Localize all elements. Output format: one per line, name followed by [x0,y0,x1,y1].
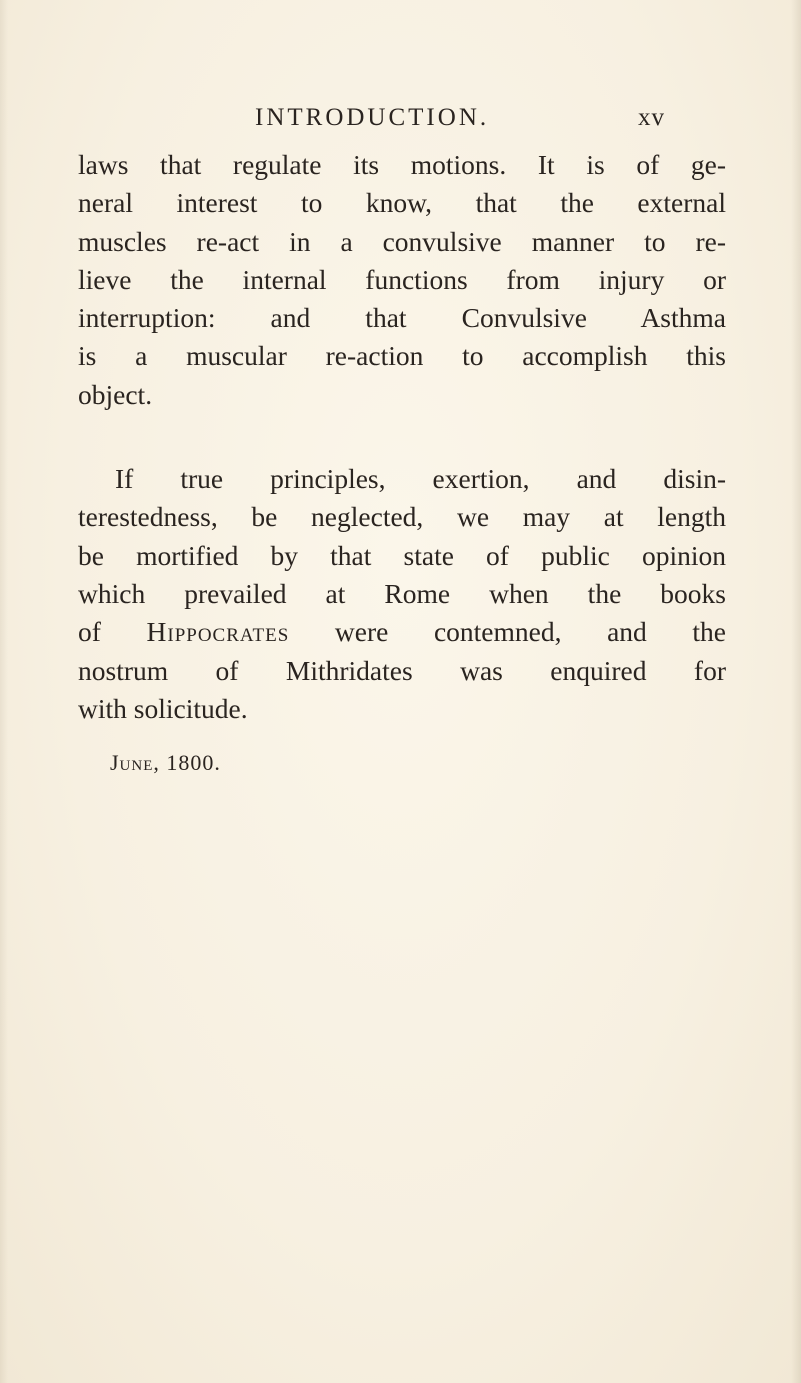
text-line: object. [78,378,153,410]
text-line: lieve the internal functions from injury or [78,263,726,295]
text-line: neral interest to know, that the external [78,187,726,219]
text-line: be mortified by that state of public opinion [78,539,726,571]
text-line [78,613,726,651]
text-line: is a muscular re-action to accomplish this [78,340,726,372]
paragraph-1 [78,146,726,414]
page-number: xv [638,104,665,131]
dateline-text: June, 1800. [110,750,221,775]
body-text [78,146,726,728]
text-line: which prevailed at Rome when the books [78,577,726,609]
text-line: terestedness, be neglected, we may at length [78,501,726,533]
running-head [255,100,665,136]
text-line: with solicitude. [78,692,248,724]
text-fragment: were contemned, and the [289,616,726,648]
running-title: INTRODUCTION. [255,104,490,131]
text-line: interruption: and that Convulsive Asthma [78,302,726,334]
paragraph-2 [78,460,726,728]
dateline [110,748,221,778]
page-left-shadow [0,0,8,1383]
text-fragment: of [78,616,147,648]
page-right-shadow [791,0,801,1383]
hippocrates-smallcaps: Hippocrates [146,616,290,648]
paragraph-gap [78,414,726,460]
text-line: laws that regulate its motions. It is of ge- [78,149,726,180]
text-line: muscles re-act in a convulsive manner to re- [78,225,726,257]
text-line: nostrum of Mithridates was enquired for [78,654,726,686]
text-line: If true principles, exertion, and disin- [115,463,726,495]
